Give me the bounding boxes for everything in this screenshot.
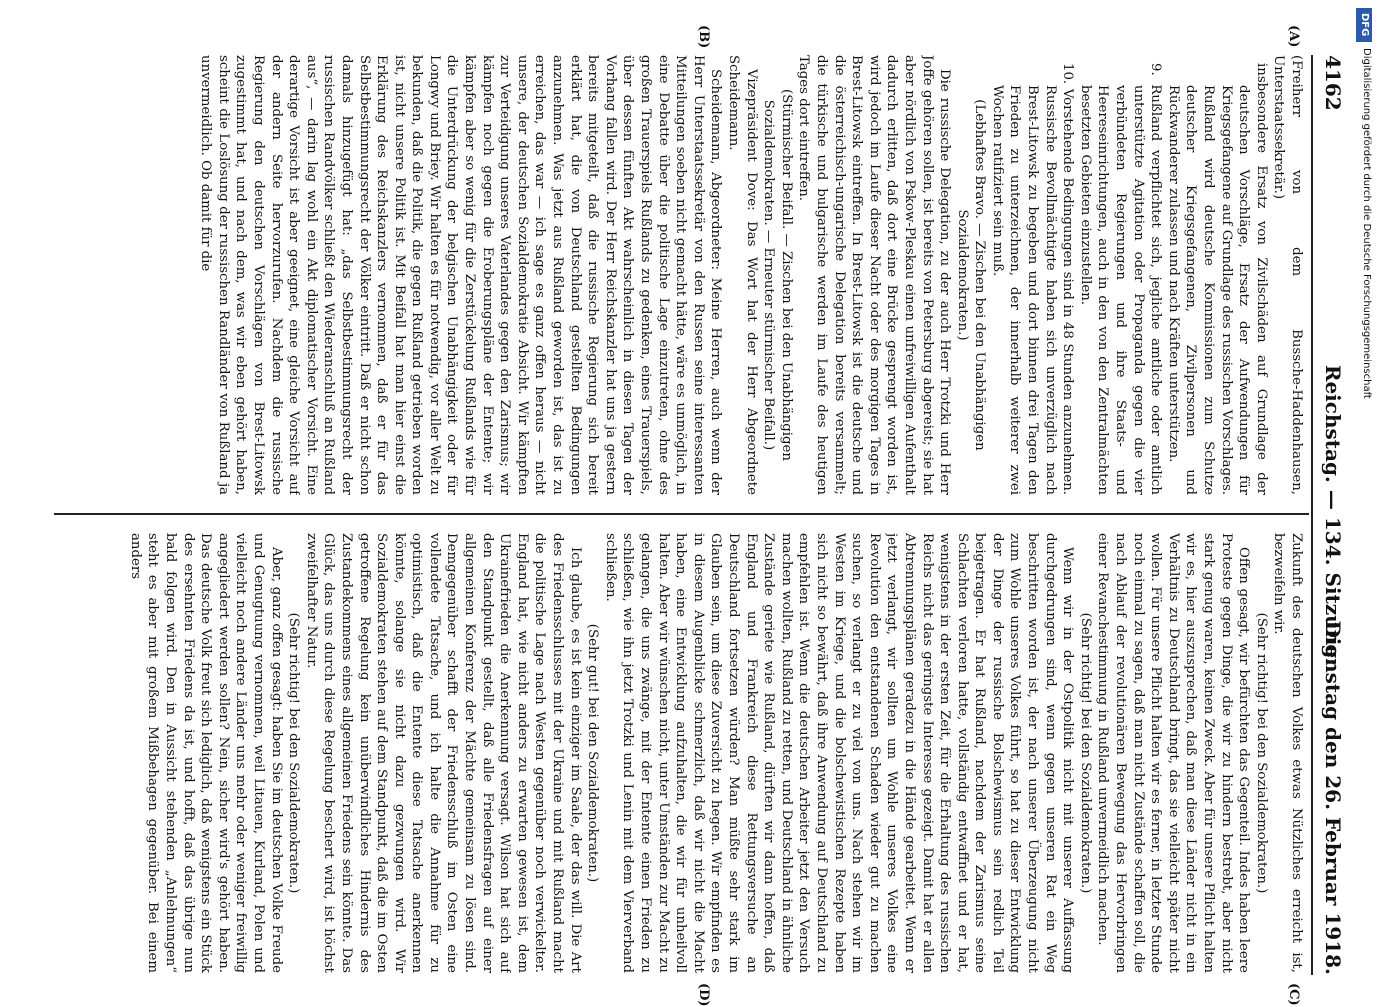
- paragraph: 9. Rußland verpflichtet sich, jegliche amtliche oder amtlich unterstützte Agitation oder Propaganda gegen die vier verbündeten Regierungen und ihre Staats- und Heereseinrichtungen, auch in den von den Zentralmächten besetzten Gebieten einzustellen.: [1077, 63, 1164, 495]
- interjection: (Sehr richtig! bei den Sozialdemokraten.): [286, 612, 302, 894]
- paragraph: Wenn wir in der Ostpolitik nicht mit unserer Auffassung durchgedrungen sind, wenn gegen unseren Rat ein Weg beschritten worden ist, der nach unserer Überzeugung nicht zum Wohle unseres Volkes führt, so hat zu dieser Entwicklung der Dinge der russische Bolschewismus sein redlich Teil beigetragen. Er hat Rußland, nachdem der Zarismus seine Schlachten verloren hatte, vollständig entwaffnet und er hat, wenigstens in der ersten Zeit, für die Erhaltung des russischen Reichs nicht das geringste Interesse gezeigt. Damit hat er allen Abtrennungsplänen geradezu in die Hände gearbeitet. Wenn er jetzt verlangt, wir sollten um Wohle unseres Volkes eine Revolution den entstandenen Schaden wieder gut zu machen suchen, so verlangt er zu viel von uns. Nach stehen wir im Westen im Kriege, und die bolschewistischen Rezepte haben sich nicht so bewährt, daß ihre Anwendung auf Deutschland zu empfehlen ist. Wenn die deutschen Arbeiter jetzt den Versuch machen wollten, Rußland zu retten, und Deutschland in ähnliche Zustände geriete wie Rußland, dürften wir dann hoffen, daß England und Frankreich diese Rettungsversuche an Deutschland fortsetzen würden? Man müßte sehr stark im Glauben sein, um diese Zuversicht zu hegen. Wir empfinden es in diesem Augenblicke schmerzlich, daß wir nicht die Macht haben, eine Entwicklung aufzuhalten, die wir für unheilvoll halten. Aber wir wünschen nicht, unter Umständen zur Macht zu gelangen, die uns zwänge, mit der Entente einen Frieden zu schließen, wie ihn jetzt Trotzki und Lenin mit dem Vierverband schließen.: [602, 533, 1076, 973]
- paragraph: Vizepräsident Dove: Das Wort hat der Herr Abgeordnete Scheidemann.: [726, 55, 759, 495]
- paragraph: Zukunft des deutschen Volkes etwas Nützliches erreicht ist, bezweifeln wir.: [1271, 533, 1304, 973]
- running-head: Reichstag. — 134. Sitzung.: [1321, 364, 1345, 666]
- column-divider: [54, 513, 1309, 515]
- paragraph: Scheidemann, Abgeordneter: Meine Herren, auch wenn der Herr Unterstaatssekretär von den Russen seine interessanten Mitteilungen soeben nicht gemacht hätte, wäre es unmöglich, in eine Debatte über die politische Lage einzutreten, ohne des großen Trauerspiels Rußlands zu gedenken, eines Trauerspiels, über dessen fünften Akt wahrscheinlich in diesen Tagen der Vorhang fallen wird. Der Herr Reichskanzler hat uns ja gestern bereits mitgeteilt, daß die russische Regierung sich bereit erklärt hat, die von Deutschland gestellten Bedingungen anzunehmen. Was jetzt aus Rußland geworden ist, das ist zu erreichen, das war — ich sage es ganz offen heraus — nicht unsere, der deutschen Sozialdemokratie Absicht. Wir kämpften zur Verteidigung unseres Vaterlandes gegen den Zarismus; wir kämpfen noch gegen die Eroberungspläne der Entente; wir kämpfen aber so wenig für die Zerstückelung Rußlands wie für die Unterdrückung der belgischen Unabhängigkeit oder für Longwy und Briey. Wir halten es für notwendig, vor aller Welt zu bekunden, daß die Politik, die gegen Rußland getrieben worden ist, nicht unsere Politik ist. Mit Beifall hat man hier einst die Erklärung des Reichskanzlers vernommen, daß er für das Selbstbestimmungsrecht der Völker eintritt. Daß er nicht schon damals hinzugefügt hat: „das Selbstbestimmungsrecht der russischen Randvölker schließt den Wiederanschluß an Rußland aus“, — darin lag wohl ein Akt diplomatischer Vorsicht. Eine derartige Vorsicht ist aber geeignet, eine gleiche Vorsicht auf der andern Seite hervorzurufen. Nachdem die russische Regierung den deutschen Vorschlägen von Brest-Litowsk zugestimmt hat, und nach dem, was wir eben gehört haben, scheint die Loslösung der russischen Randländer von Rußland ja unvermeidlich. Ob damit für die: [198, 55, 724, 495]
- interjection: (Stürmischer Beifall. — Zischen bei den Unabhängigen Sozialdemokraten. — Erneuter stürmischer Beifall.): [761, 89, 794, 461]
- interjection: (Sehr richtig! bei den Sozialdemokraten.): [1253, 612, 1269, 894]
- margin-marker-a: (A): [1286, 25, 1301, 48]
- digitization-credit: Digitalisierung gefördert durch die Deutsche Forschungsgemeinschaft: [1361, 48, 1372, 399]
- paragraph: (Freiherr von dem Bussche-Haddenhausen, Unterstaatssekretär.): [1271, 55, 1304, 495]
- paragraph: insbesondere Ersatz von Zivilschäden auf Grundlage der deutschen Vorschläge, Ersatz der Aufwendungen für Kriegsgefangene auf Grundlage des russischen Vorschlages. Rußland wird deutsche Kommissionen zum Schutze deutscher Kriegsgefangenen, Zivilpersonen und Rückwanderer zulassen und nach Kräften unterstützen.: [1165, 63, 1269, 495]
- margin-marker-c: (C): [1286, 983, 1301, 1006]
- paragraph: Ich glaube, es ist kein einziger im Saale, der das will. Die Art des Friedensschlusses mit der Ukraine und mit Rußland macht die politische Lage nach Westen gegenüber noch verwickelter. England hat, wie nicht anders zu erwarten gewesen ist, dem Ukrainefrieden die Anerkennung versagt. Wilson hat sich auf den Standpunkt gestellt, daß alle Friedensfragen auf einer allgemeinen Konferenz der Mächte gemeinsam zu lösen sind. Demgegenüber schafft der Friedensschluß im Osten eine vollendete Tatsache, und ich halte die Annahme für zu optimistisch, daß die Entente diese Tatsache anerkennen könnte, solange sie nicht dazu gezwungen wird. Wir Sozialdemokraten stehen auf dem Standpunkt, daß die im Osten getroffene Regelung kein unüberwindliches Hindernis des Zustandekommens eines allgemeinen Friedens sein könnte. Das Glück, das uns durch diese Regelung beschert wird, ist höchst zweifelhafter Natur.: [303, 533, 583, 973]
- interjection: (Lebhaftes Bravo. — Zischen bei den Unabhängigen Sozialdemokraten.): [954, 99, 988, 451]
- paragraph: 10. Vorstehende Bedingungen sind in 48 Stunden anzunehmen. Russische Bevollmächtigte haben sich unverzüglich nach Brest-Litowsk zu begeben und dort binnen drei Tagen den Frieden zu unterzeichnen, der innerhalb weiterer zwei Wochen ratifiziert sein muß.: [989, 63, 1076, 495]
- paragraph: Die russische Delegation, zu der auch Herr Trotzki und Herr Joffe gehören sollen, ist bereits von Petersburg abgereist; sie hat aber nördlich von Pskow-Pleskau einen unfreiwilligen Aufenthalt dadurch erlitten, daß dort eine Brücke gesprengt worden ist, wird jedoch im Laufe dieser Nacht oder des morgigen Tages in Brest-Litowsk eintreffen. In Brest-Litowsk ist die deutsche und die österreichisch-ungarische Delegation bereits versammelt; die türkische und bulgarische werden im Laufe des heutigen Tages dort eintreffen.: [796, 55, 953, 495]
- page-number: 4162: [1321, 55, 1345, 111]
- margin-marker-b: (B): [696, 25, 711, 49]
- left-column: [55, 55, 1305, 495]
- paragraph: Aber, ganz offen gesagt: haben Sie im deutschen Volke Freude und Genugtuung vernommen, weil Litauen, Kurland, Polen und vielleicht noch andere Länder uns mehr oder weniger freiwillig angegliedert werden sollen? Nein, sicher wird's gehört haben. Das deutsche Volk freut sich lediglich, daß wenigstens ein Stück des ersehnten Friedens da ist, und hofft, daß das übrige nun bald folgen wird. Den in Aussicht stehenden „Anlehnungen“ steht es aber mit großem Mißbehagen gegenüber. Bei einem anders: [127, 533, 284, 973]
- paragraph: Offen gesagt, wir befürchten das Gegenteil. Indes haben leere Proteste gegen Dinge, die wir zu hindern bestrebt, aber nicht stark genug waren, keinen Zweck. Aber für unsere Pflicht halten wir es, hier auszusprechen, daß man diese Länder nicht in ein Verhältnis zu Deutschland bringt, das sie vielleicht später nicht wollen. Für unsere Pflicht halten wir es ferner, in letzter Stunde noch einmal zu sagen, daß man nicht Zustände schaffen soll, die nach Ablauf der revolutionären Bewegung das Hervorbringen einer Revanchestimmung in Rußland unvermeidlich machen.: [1095, 533, 1252, 973]
- margin-marker-d: (D): [696, 983, 711, 1007]
- page-header: [1311, 55, 1351, 975]
- right-column: [55, 533, 1305, 973]
- document-page: [51, 25, 1351, 1007]
- interjection: (Sehr richtig! bei den Sozialdemokraten.): [1077, 612, 1093, 894]
- session-date: Dienstag den 26. Februar 1918.: [1321, 620, 1345, 975]
- interjection: (Sehr gut! bei den Sozialdemokraten.): [585, 623, 601, 883]
- dfg-logo: DFG: [1356, 8, 1372, 42]
